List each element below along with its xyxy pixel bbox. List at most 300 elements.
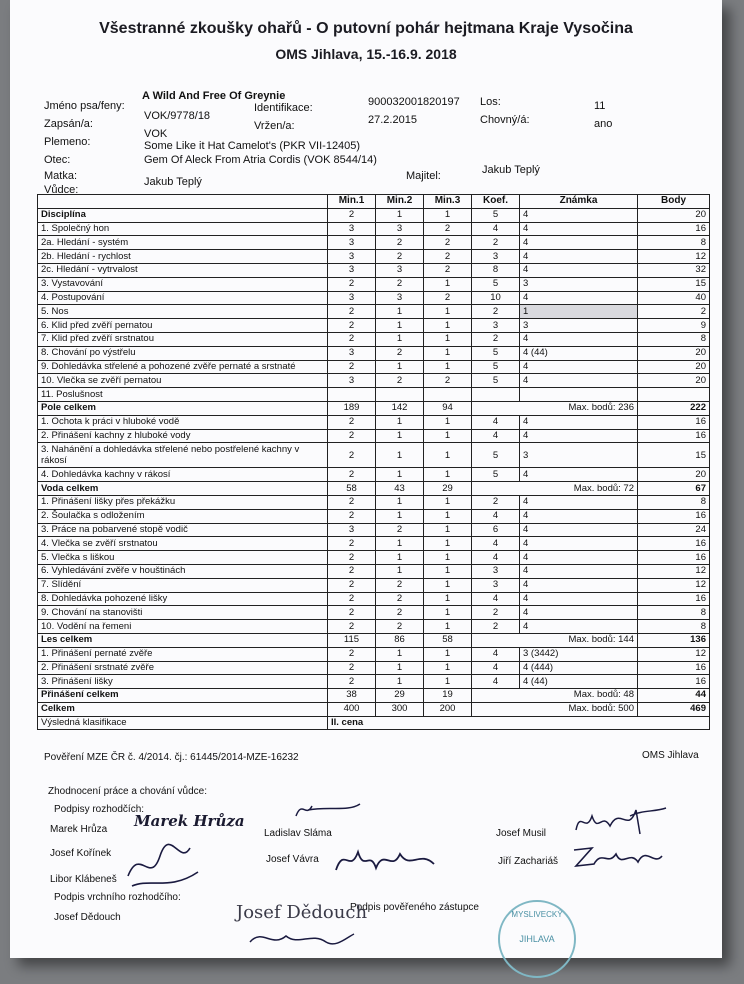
cell-znamka: 4 [520, 208, 638, 222]
cell-min1: 2 [328, 592, 376, 606]
cell-min2: 1 [376, 495, 424, 509]
cell-min1: 400 [328, 702, 376, 716]
mother-label: Matka: [44, 170, 78, 182]
table-row [38, 509, 710, 523]
cell-min1: 189 [328, 401, 376, 415]
cell-koef: 4 [472, 537, 520, 551]
cell-min2: 2 [376, 592, 424, 606]
table-row [38, 360, 710, 374]
cell-znamka: 4 [520, 509, 638, 523]
cell-znamka: 4 [520, 415, 638, 429]
cell-min1: 2 [328, 661, 376, 675]
cell-min2: 1 [376, 468, 424, 482]
row-label: 8. Chování po výstřelu [38, 346, 328, 360]
cell-min1: 2 [328, 509, 376, 523]
table-row [38, 551, 710, 565]
table-row [38, 222, 710, 236]
table-row [38, 236, 710, 250]
cell-koef: 2 [472, 236, 520, 250]
table-total-row [38, 482, 710, 496]
table-row [38, 716, 710, 730]
cell-koef: 5 [472, 277, 520, 291]
row-label: Pole celkem [38, 401, 328, 415]
owner-label: Majitel: [406, 170, 441, 182]
cell-koef: 5 [472, 360, 520, 374]
cell-min1: 2 [328, 360, 376, 374]
cell-min1: 3 [328, 250, 376, 264]
cell-min2: 2 [376, 346, 424, 360]
cell-min1: 2 [328, 443, 376, 468]
cell-koef [472, 388, 520, 402]
cell-min2: 2 [376, 374, 424, 388]
dog-handler: Jakub Teplý [144, 176, 202, 188]
cell-min3: 1 [424, 606, 472, 620]
dog-id: 900032001820197 [368, 96, 460, 108]
cell-min3: 1 [424, 551, 472, 565]
cell-znamka: 4 [520, 250, 638, 264]
row-label: 1. Přinášení pernaté zvěře [38, 647, 328, 661]
cell-min1: 2 [328, 319, 376, 333]
row-label: 8. Dohledávka pohozené lišky [38, 592, 328, 606]
cell-min3: 1 [424, 277, 472, 291]
cell-min3: 1 [424, 305, 472, 319]
row-label: 3. Vystavování [38, 277, 328, 291]
table-total-row [38, 702, 710, 716]
cell-koef: 4 [472, 647, 520, 661]
cell-koef: 4 [472, 551, 520, 565]
stamp-dedouch: Josef Dědouch [236, 902, 368, 923]
cell-min3: 1 [424, 564, 472, 578]
judge-6: Jiří Zachariáš [498, 856, 559, 867]
kennel-label: Chovný/á: [480, 114, 530, 126]
dog-father: Some Like it Hat Camelot's (PKR VII-12405) [144, 140, 361, 152]
header-blank [38, 195, 328, 209]
cell-znamka: 4 [520, 360, 638, 374]
cell-koef: 4 [472, 661, 520, 675]
row-label: 3. Přinášení lišky [38, 675, 328, 689]
table-row [38, 415, 710, 429]
row-label: 4. Vlečka se zvěří srstnatou [38, 537, 328, 551]
row-label: Přinášení celkem [38, 689, 328, 703]
cell-min2: 142 [376, 401, 424, 415]
row-label: 4. Dohledávka kachny v rákosí [38, 468, 328, 482]
signature-marek-hruza: Marek Hrůza [134, 812, 245, 830]
cell-min3: 94 [424, 401, 472, 415]
table-row [38, 661, 710, 675]
cell-body: 20 [638, 346, 710, 360]
cell-znamka: 4 [520, 495, 638, 509]
row-label: 2. Přinášení srstnaté zvěře [38, 661, 328, 675]
cell-body: 16 [638, 222, 710, 236]
cell-znamka: 4 [520, 564, 638, 578]
cell-min2: 1 [376, 647, 424, 661]
cell-body: 8 [638, 236, 710, 250]
table-total-row [38, 689, 710, 703]
cell-znamka: 1 [520, 305, 638, 319]
signature-dedouch [242, 922, 362, 952]
cell-min2 [376, 388, 424, 402]
table-row [38, 388, 710, 402]
cell-min3: 1 [424, 509, 472, 523]
cell-min3: 1 [424, 647, 472, 661]
score-table [37, 194, 710, 730]
cell-body: 15 [638, 277, 710, 291]
signature-korinek [120, 836, 210, 896]
cell-min3: 1 [424, 208, 472, 222]
cell-znamka [520, 388, 638, 402]
cell-body: 44 [638, 689, 710, 703]
cell-body: 16 [638, 537, 710, 551]
cell-min3: 1 [424, 675, 472, 689]
header-min1: Min.1 [328, 195, 376, 209]
table-row [38, 429, 710, 443]
cell-min2: 3 [376, 291, 424, 305]
signature-zacharias [568, 836, 668, 876]
cell-body: 9 [638, 319, 710, 333]
cell-koef: 3 [472, 578, 520, 592]
cell-min1: 58 [328, 482, 376, 496]
cell-min3: 1 [424, 429, 472, 443]
cell-znamka: 4 (44) [520, 675, 638, 689]
cell-min2: 2 [376, 236, 424, 250]
cell-znamka: 4 [520, 551, 638, 565]
row-label: 4. Postupování [38, 291, 328, 305]
dog-breed: VOK [144, 128, 168, 140]
cell-min3: 1 [424, 346, 472, 360]
row-label: 1. Ochota k práci v hluboké vodě [38, 415, 328, 429]
row-label: 2c. Hledání - vytrvalost [38, 263, 328, 277]
cell-min2: 1 [376, 415, 424, 429]
signature-musil [570, 800, 670, 840]
name-label: Jméno psa/feny: [44, 100, 125, 112]
cell-znamka: 4 [520, 523, 638, 537]
cell-min2: 3 [376, 263, 424, 277]
cell-min2: 300 [376, 702, 424, 716]
chief-label: Podpis vrchního rozhodčího: [54, 892, 181, 903]
header-body: Body [638, 195, 710, 209]
cell-min1: 2 [328, 208, 376, 222]
cell-min2: 1 [376, 360, 424, 374]
cell-body: 469 [638, 702, 710, 716]
cell-min3: 1 [424, 578, 472, 592]
cell-znamka: 4 (444) [520, 661, 638, 675]
cell-body: 12 [638, 578, 710, 592]
judge-5: Josef Vávra [266, 854, 319, 865]
cell-min2: 2 [376, 606, 424, 620]
cell-min3: 1 [424, 468, 472, 482]
table-row [38, 263, 710, 277]
breed-label: Plemeno: [44, 136, 91, 148]
result-value: II. cena [328, 716, 710, 730]
row-label: 3. Práce na pobarvené stopě vodič [38, 523, 328, 537]
cell-koef: 4 [472, 675, 520, 689]
id-label: Identifikace: [254, 102, 313, 114]
cell-min3: 2 [424, 236, 472, 250]
cell-min2: 1 [376, 551, 424, 565]
dog-born: 27.2.2015 [368, 114, 417, 126]
cell-min1: 2 [328, 468, 376, 482]
cell-koef: 2 [472, 495, 520, 509]
page-subtitle: OMS Jihlava, 15.-16.9. 2018 [275, 46, 457, 62]
cell-koef: 2 [472, 305, 520, 319]
cell-min3: 2 [424, 374, 472, 388]
cell-body: 24 [638, 523, 710, 537]
cell-znamka: 4 [520, 236, 638, 250]
cell-koef: 8 [472, 263, 520, 277]
handler-label: Vůdce: [44, 184, 79, 196]
cell-min1: 2 [328, 537, 376, 551]
cell-koef: 3 [472, 250, 520, 264]
cell-body: 16 [638, 675, 710, 689]
cell-koef: 2 [472, 332, 520, 346]
cell-koef: 5 [472, 443, 520, 468]
row-label: 7. Slídění [38, 578, 328, 592]
cell-min2: 1 [376, 305, 424, 319]
judge-2: Ladislav Sláma [264, 828, 332, 839]
cell-body: 8 [638, 332, 710, 346]
dog-reg: VOK/9778/18 [144, 110, 211, 122]
row-label: 1. Společný hon [38, 222, 328, 236]
cell-znamka: 4 [520, 291, 638, 305]
cell-znamka: 3 (3442) [520, 647, 638, 661]
cell-koef: 3 [472, 564, 520, 578]
cell-min3: 2 [424, 250, 472, 264]
cell-min2: 1 [376, 509, 424, 523]
cell-min3: 200 [424, 702, 472, 716]
cell-koef: 4 [472, 222, 520, 236]
judge-3: Josef Musil [496, 828, 547, 839]
cell-body: 16 [638, 429, 710, 443]
row-label: 10. Vodění na řemeni [38, 620, 328, 634]
cell-min1: 2 [328, 606, 376, 620]
cell-koef: 4 [472, 429, 520, 443]
cell-body: 20 [638, 360, 710, 374]
table-row [38, 578, 710, 592]
table-row [38, 537, 710, 551]
cell-znamka: 4 [520, 592, 638, 606]
row-label: Disciplína [38, 208, 328, 222]
dog-owner: Jakub Teplý [482, 164, 540, 176]
score-sheet [10, 0, 722, 958]
dog-mother: Gem Of Aleck From Atria Cordis (VOK 8544/14) [144, 154, 377, 166]
row-label: 2. Přinášení kachny z hluboké vody [38, 429, 328, 443]
cell-min2: 2 [376, 578, 424, 592]
cell-min3: 1 [424, 523, 472, 537]
cell-min1: 2 [328, 332, 376, 346]
cell-min2: 2 [376, 277, 424, 291]
cell-min2: 1 [376, 319, 424, 333]
cell-body: 20 [638, 374, 710, 388]
row-label: 2. Šoulačka s odložením [38, 509, 328, 523]
cell-min1: 2 [328, 647, 376, 661]
cell-min2: 29 [376, 689, 424, 703]
cell-min1: 2 [328, 551, 376, 565]
table-row [38, 592, 710, 606]
cell-max-points: Max. bodů: 48 [472, 689, 638, 703]
cell-min3: 29 [424, 482, 472, 496]
header-koef: Koef. [472, 195, 520, 209]
cell-koef: 6 [472, 523, 520, 537]
cell-min2: 1 [376, 443, 424, 468]
cell-koef: 5 [472, 374, 520, 388]
row-label: Výsledná klasifikace [38, 716, 328, 730]
cell-body: 40 [638, 291, 710, 305]
cell-body: 222 [638, 401, 710, 415]
cell-koef: 5 [472, 208, 520, 222]
cell-body: 16 [638, 661, 710, 675]
cell-min3: 1 [424, 443, 472, 468]
cell-body: 12 [638, 564, 710, 578]
cell-min1: 2 [328, 415, 376, 429]
cell-body: 8 [638, 620, 710, 634]
cell-body: 16 [638, 415, 710, 429]
cell-min3 [424, 388, 472, 402]
cell-min2: 2 [376, 620, 424, 634]
row-label: 1. Přinášení lišky přes překážku [38, 495, 328, 509]
table-row [38, 468, 710, 482]
cell-min2: 43 [376, 482, 424, 496]
cell-koef: 10 [472, 291, 520, 305]
row-label: 6. Klid před zvěří pernatou [38, 319, 328, 333]
cell-znamka: 4 [520, 374, 638, 388]
cell-min3: 1 [424, 620, 472, 634]
cell-min2: 1 [376, 675, 424, 689]
row-label: 9. Chování na stanovišti [38, 606, 328, 620]
cell-min3: 2 [424, 222, 472, 236]
cell-max-points: Max. bodů: 144 [472, 633, 638, 647]
cell-min1: 2 [328, 305, 376, 319]
judge-7: Libor Klábeneš [50, 874, 117, 885]
cell-min1: 3 [328, 291, 376, 305]
cell-min3: 58 [424, 633, 472, 647]
cell-min3: 1 [424, 537, 472, 551]
cell-body: 16 [638, 551, 710, 565]
cell-min2: 2 [376, 523, 424, 537]
table-row [38, 620, 710, 634]
cell-min3: 1 [424, 495, 472, 509]
table-row [38, 332, 710, 346]
row-label: 11. Poslušnost [38, 388, 328, 402]
row-label: 2a. Hledání - systém [38, 236, 328, 250]
cell-min2: 3 [376, 222, 424, 236]
table-total-row [38, 633, 710, 647]
row-label: 10. Vlečka se zvěří pernatou [38, 374, 328, 388]
cell-znamka: 3 [520, 319, 638, 333]
table-row [38, 443, 710, 468]
cell-min1: 3 [328, 263, 376, 277]
chief-name: Josef Dědouch [54, 912, 121, 923]
cell-body: 16 [638, 509, 710, 523]
cell-min3: 1 [424, 592, 472, 606]
cell-znamka: 3 [520, 443, 638, 468]
cell-znamka: 4 [520, 263, 638, 277]
cell-koef: 4 [472, 592, 520, 606]
cell-koef: 2 [472, 606, 520, 620]
deputy-label: Podpis pověřeného zástupce [350, 902, 479, 913]
cell-znamka: 4 [520, 429, 638, 443]
cell-znamka: 4 [520, 468, 638, 482]
cell-min1: 2 [328, 620, 376, 634]
table-row [38, 250, 710, 264]
row-label: Voda celkem [38, 482, 328, 496]
header-min2: Min.2 [376, 195, 424, 209]
official-stamp: MYSLIVECKÝ JIHLAVA [498, 900, 576, 978]
cell-min1: 3 [328, 346, 376, 360]
org-text: OMS Jihlava [642, 750, 699, 761]
page-title: Všestranné zkoušky ohařů - O putovní pohár hejtmana Kraje Vysočina [99, 20, 633, 37]
cell-max-points: Max. bodů: 72 [472, 482, 638, 496]
row-label: 7. Klid před zvěří srstnatou [38, 332, 328, 346]
reg-label: Zapsán/a: [44, 118, 93, 130]
cell-znamka: 3 [520, 277, 638, 291]
signature-vavra [330, 840, 450, 880]
cell-koef: 5 [472, 468, 520, 482]
cell-min3: 1 [424, 360, 472, 374]
cell-znamka: 4 [520, 620, 638, 634]
cell-koef: 5 [472, 346, 520, 360]
header-min3: Min.3 [424, 195, 472, 209]
cell-min3: 19 [424, 689, 472, 703]
cell-min3: 1 [424, 661, 472, 675]
cell-znamka: 4 [520, 537, 638, 551]
table-row [38, 675, 710, 689]
cell-body: 8 [638, 606, 710, 620]
cell-body: 20 [638, 208, 710, 222]
judge-1: Marek Hrůza [50, 824, 108, 835]
row-label: 2b. Hledání - rychlost [38, 250, 328, 264]
cell-min1: 2 [328, 429, 376, 443]
row-label: 6. Vyhledávání zvěře v houštinách [38, 564, 328, 578]
table-row [38, 305, 710, 319]
table-row [38, 564, 710, 578]
cell-min2: 2 [376, 250, 424, 264]
cell-body: 2 [638, 305, 710, 319]
table-row [38, 277, 710, 291]
father-label: Otec: [44, 154, 71, 166]
cell-min1: 115 [328, 633, 376, 647]
table-row [38, 319, 710, 333]
dog-los: 11 [594, 100, 606, 112]
cell-min1: 2 [328, 564, 376, 578]
cell-body [638, 388, 710, 402]
cell-min1: 2 [328, 578, 376, 592]
table-row [38, 495, 710, 509]
dog-name: A Wild And Free Of Greynie [142, 90, 286, 102]
cell-min2: 1 [376, 537, 424, 551]
cell-body: 16 [638, 592, 710, 606]
row-label: Celkem [38, 702, 328, 716]
cell-min1: 2 [328, 675, 376, 689]
cell-znamka: 4 [520, 606, 638, 620]
cell-min2: 86 [376, 633, 424, 647]
row-label: 3. Nahánění a dohledávka střelené nebo postřelené kachny v rákosí [38, 443, 328, 468]
cell-body: 12 [638, 647, 710, 661]
header-znamka: Známka [520, 195, 638, 209]
cell-body: 136 [638, 633, 710, 647]
row-label: Les celkem [38, 633, 328, 647]
cell-min3: 2 [424, 291, 472, 305]
table-row [38, 374, 710, 388]
table-row [38, 606, 710, 620]
cell-min1: 3 [328, 222, 376, 236]
signature-slama [288, 796, 368, 824]
cell-min1: 3 [328, 374, 376, 388]
cell-min2: 1 [376, 208, 424, 222]
cell-min2: 1 [376, 429, 424, 443]
table-total-row [38, 401, 710, 415]
cell-znamka: 4 (44) [520, 346, 638, 360]
cell-znamka: 4 [520, 578, 638, 592]
